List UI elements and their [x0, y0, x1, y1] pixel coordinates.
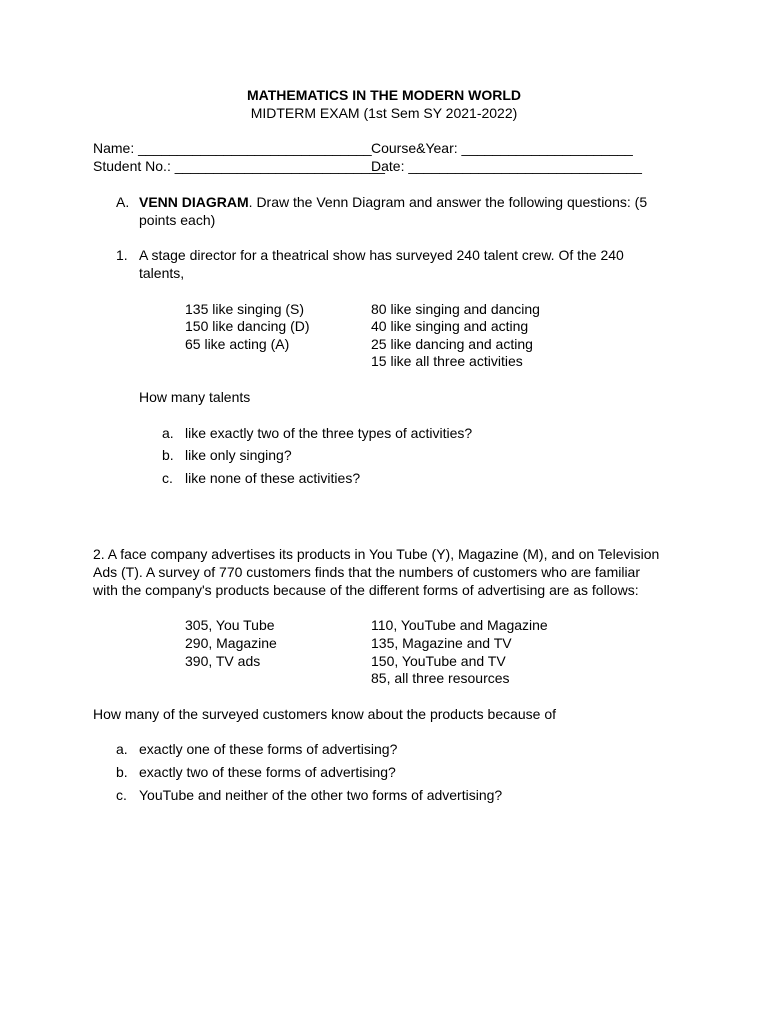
problem-2-stem: 2. A face company advertises its products in You Tube (Y), Magazine (M), and on Television [93, 546, 660, 562]
problem-1-data-item: 80 like singing and dancing [371, 301, 540, 317]
problem-2-data-item: 290, Magazine [185, 635, 277, 651]
question-text: like exactly two of the three types of activities? [185, 425, 473, 441]
name-field: Name: ______________________________ [93, 140, 372, 156]
problem-2-data-item: 110, YouTube and Magazine [371, 617, 548, 633]
question-label: b. [162, 447, 174, 463]
problem-2-stem-cont: with the company's products because of the different forms of advertising are as follows: [93, 582, 639, 598]
section-a-instruction-text: . Draw the Venn Diagram and answer the following questions: (5 [248, 194, 648, 210]
exam-title: MATHEMATICS IN THE MODERN WORLD [246, 87, 521, 103]
problem-2-data-item: 390, TV ads [185, 653, 261, 669]
exam-subtitle: MIDTERM EXAM (1st Sem SY 2021-2022) [250, 105, 518, 121]
student-no-field: Student No.: ___________________________ [93, 158, 385, 174]
section-a-marker: A. [116, 194, 130, 210]
problem-2-data-item: 85, all three resources [371, 670, 510, 686]
question-text: exactly two of these forms of advertising? [139, 764, 396, 780]
date-field: Date: ______________________________ [371, 158, 642, 174]
section-a-heading: VENN DIAGRAM [139, 194, 249, 210]
course-year-field: Course&Year: ______________________ [371, 140, 633, 156]
question-text: exactly one of these forms of advertising? [139, 741, 398, 757]
problem-1-data-item: 65 like acting (A) [185, 336, 290, 352]
problem-2-question-intro: How many of the surveyed customers know about the products because of [93, 706, 557, 722]
problem-1-stem-cont: talents, [139, 265, 185, 281]
question-text: like none of these activities? [185, 470, 361, 486]
problem-1-data-item: 135 like singing (S) [185, 301, 305, 317]
section-a-instruction-cont: points each) [139, 212, 216, 228]
question-text: like only singing? [185, 447, 292, 463]
question-label: c. [162, 470, 173, 486]
question-label: a. [162, 425, 174, 441]
problem-1-number: 1. [116, 247, 128, 263]
problem-1-question-intro: How many talents [139, 389, 251, 405]
problem-2-data-item: 305, You Tube [185, 617, 275, 633]
problem-2-stem-cont: Ads (T). A survey of 770 customers finds that the numbers of customers who are familiar [93, 564, 641, 580]
section-a-instruction [139, 193, 647, 211]
problem-1-stem: A stage director for a theatrical show has surveyed 240 talent crew. Of the 240 [139, 247, 624, 263]
problem-1-data-item: 150 like dancing (D) [185, 318, 310, 334]
question-label: a. [116, 741, 128, 757]
problem-1-data-item: 15 like all three activities [371, 353, 523, 369]
problem-2-data-item: 150, YouTube and TV [371, 653, 506, 669]
problem-2-data-item: 135, Magazine and TV [371, 635, 512, 651]
question-label: b. [116, 764, 128, 780]
question-text: YouTube and neither of the other two forms of advertising? [139, 787, 503, 803]
problem-1-data-item: 40 like singing and acting [371, 318, 529, 334]
problem-1-data-item: 25 like dancing and acting [371, 336, 533, 352]
question-label: c. [116, 787, 127, 803]
